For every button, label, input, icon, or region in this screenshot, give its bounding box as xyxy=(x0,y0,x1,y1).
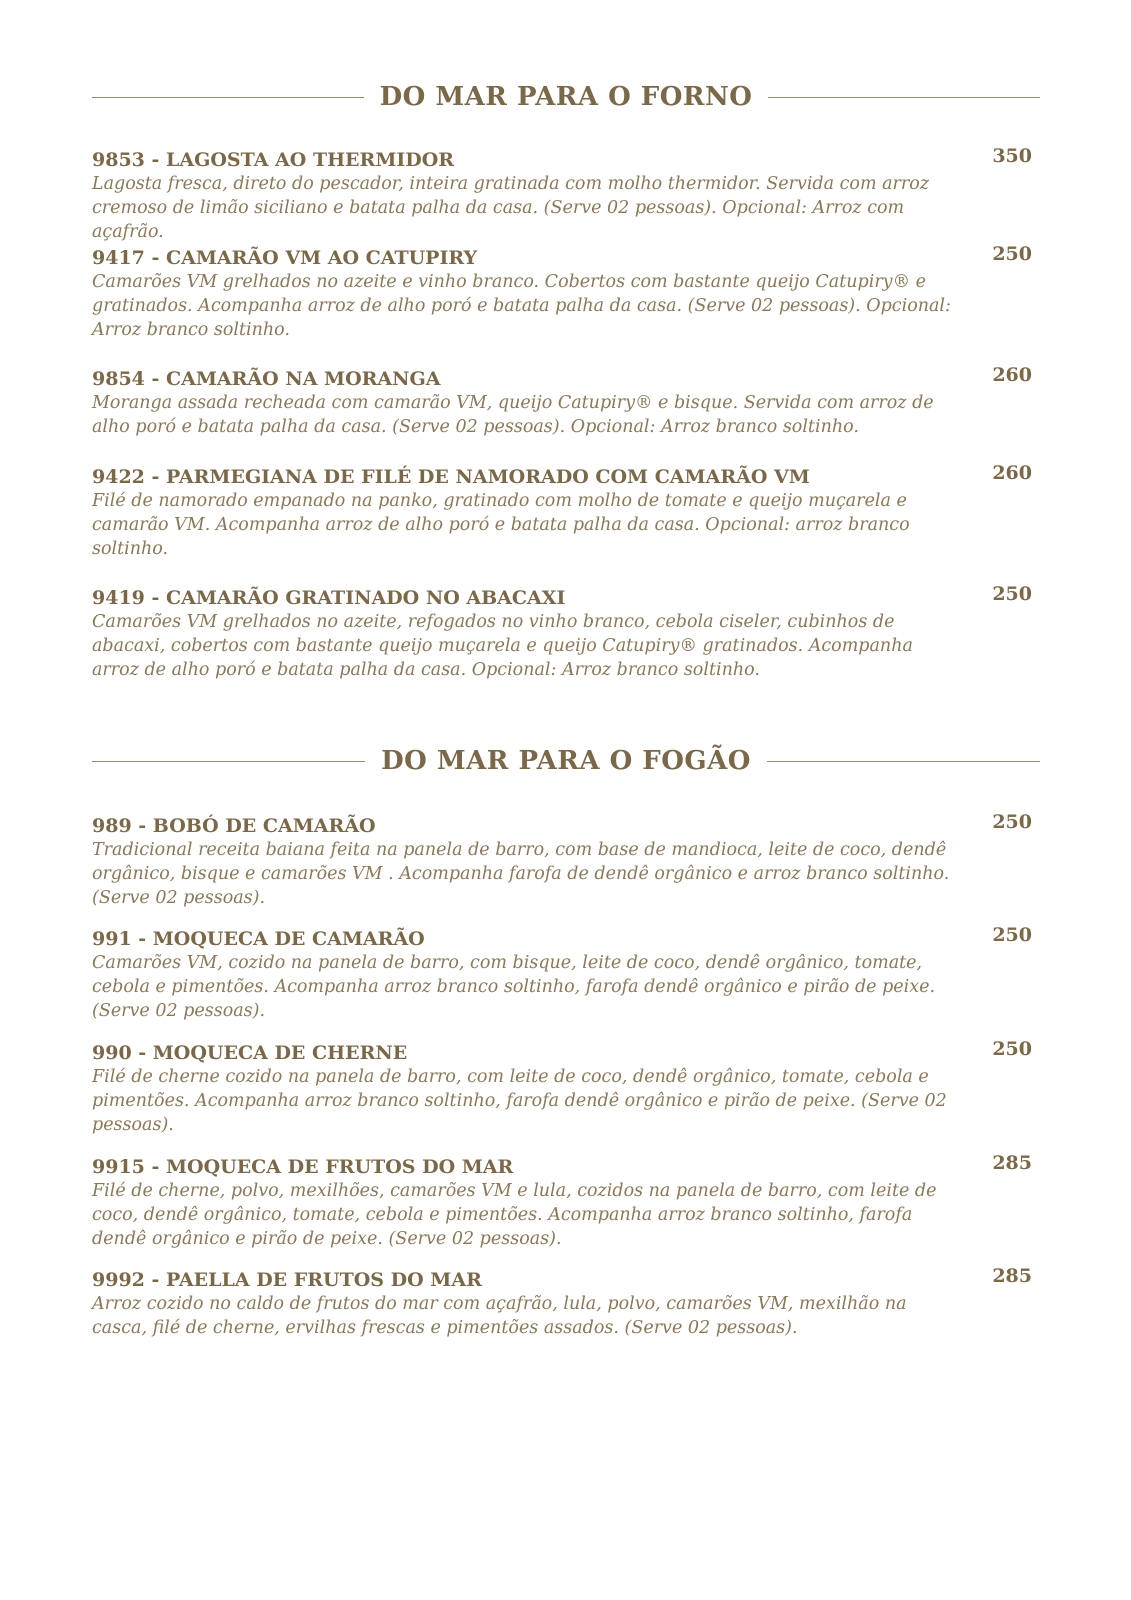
item-price: 250 xyxy=(992,243,1032,265)
section-forno xyxy=(92,77,1040,117)
item-price: 285 xyxy=(992,1265,1032,1287)
title-rule-right xyxy=(767,761,1040,762)
item-name: 991 - MOQUECA DE CAMARÃO xyxy=(92,928,425,950)
item-name: 9419 - CAMARÃO GRATINADO NO ABACAXI xyxy=(92,587,566,609)
section-title-row xyxy=(92,77,1040,117)
item-price: 250 xyxy=(992,583,1032,605)
item-description: Lagosta fresca, direto do pescador, inteira gratinada com molho thermidor. Servida com arroz cremoso de limão siciliano e batata palha da casa. (Serve 02 pessoas). Opcional: Arroz com açafrão. xyxy=(92,174,930,242)
item-price: 260 xyxy=(992,462,1032,484)
item-description: Camarões VM grelhados no azeite, refogados no vinho branco, cebola ciseler, cubinhos de abacaxi, cobertos com bastante queijo muçarela e queijo Catupiry® gratinados. Acompanha arroz de alho poró e batata palha da casa. Opcional: Arroz branco soltinho. xyxy=(92,612,913,680)
item-price: 260 xyxy=(992,364,1032,386)
item-description: Filé de cherne, polvo, mexilhões, camarões VM e lula, cozidos na panela de barro, com leite de coco, dendê orgânico, tomate, cebola e pimentões. Acompanha arroz branco soltinho, farofa dendê orgânico e pirão de peixe. (Serve 02 pessoas). xyxy=(92,1181,937,1249)
section-title: DO MAR PARA O FORNO xyxy=(379,82,753,112)
menu-item xyxy=(92,811,1040,910)
section-title: DO MAR PARA O FOGÃO xyxy=(381,746,751,776)
item-price: 350 xyxy=(992,145,1032,167)
item-price: 250 xyxy=(992,1038,1032,1060)
item-price: 250 xyxy=(992,924,1032,946)
title-rule-left xyxy=(92,761,365,762)
menu-item xyxy=(92,364,1040,439)
item-price: 285 xyxy=(992,1152,1032,1174)
item-name: 989 - BOBÓ DE CAMARÃO xyxy=(92,815,376,837)
title-rule-left xyxy=(92,97,364,98)
menu-item xyxy=(92,1265,1040,1340)
item-description: Filé de cherne cozido na panela de barro, com leite de coco, dendê orgânico, tomate, cebola e pimentões. Acompanha arroz branco soltinho, farofa dendê orgânico e pirão de peixe. (Serve 02 pessoas). xyxy=(92,1067,947,1135)
item-name: 9422 - PARMEGIANA DE FILÉ DE NAMORADO COM CAMARÃO VM xyxy=(92,466,810,488)
section-fogao xyxy=(92,741,1040,781)
item-description: Camarões VM grelhados no azeite e vinho branco. Cobertos com bastante queijo Catupiry® e gratinados. Acompanha arroz de alho poró e batata palha da casa. (Serve 02 pessoas). Opcional: Arroz branco soltinho. xyxy=(92,272,951,340)
menu-item xyxy=(92,1152,1040,1251)
menu-item xyxy=(92,145,1040,244)
item-name: 9992 - PAELLA DE FRUTOS DO MAR xyxy=(92,1269,482,1291)
item-description: Moranga assada recheada com camarão VM, queijo Catupiry® e bisque. Servida com arroz de alho poró e batata palha da casa. (Serve 02 pessoas). Opcional: Arroz branco soltinho. xyxy=(92,393,934,437)
menu-item xyxy=(92,924,1040,1023)
menu-item xyxy=(92,583,1040,682)
item-description: Filé de namorado empanado na panko, gratinado com molho de tomate e queijo muçarela e camarão VM. Acompanha arroz de alho poró e batata palha da casa. Opcional: arroz branco soltinho. xyxy=(92,491,910,559)
title-rule-right xyxy=(768,97,1040,98)
item-description: Arroz cozido no caldo de frutos do mar com açafrão, lula, polvo, camarões VM, mexilhão na casca, filé de cherne, ervilhas frescas e pimentões assados. (Serve 02 pessoas). xyxy=(92,1294,907,1338)
item-price: 250 xyxy=(992,811,1032,833)
item-name: 9915 - MOQUECA DE FRUTOS DO MAR xyxy=(92,1156,514,1178)
section-title-row xyxy=(92,741,1040,781)
menu-item xyxy=(92,1038,1040,1137)
item-description: Camarões VM, cozido na panela de barro, com bisque, leite de coco, dendê orgânico, tomate, cebola e pimentões. Acompanha arroz branco soltinho, farofa dendê orgânico e pirão de peixe. (Serve 02 pessoas). xyxy=(92,953,936,1021)
item-name: 9853 - LAGOSTA AO THERMIDOR xyxy=(92,149,455,171)
menu-item xyxy=(92,462,1040,561)
item-name: 9854 - CAMARÃO NA MORANGA xyxy=(92,368,441,390)
item-description: Tradicional receita baiana feita na panela de barro, com base de mandioca, leite de coco, dendê orgânico, bisque e camarões VM . Acompanha farofa de dendê orgânico e arroz branco soltinho. (Serve 02 pessoas). xyxy=(92,840,950,908)
item-name: 990 - MOQUECA DE CHERNE xyxy=(92,1042,408,1064)
item-name: 9417 - CAMARÃO VM AO CATUPIRY xyxy=(92,247,478,269)
menu-item xyxy=(92,243,1040,342)
